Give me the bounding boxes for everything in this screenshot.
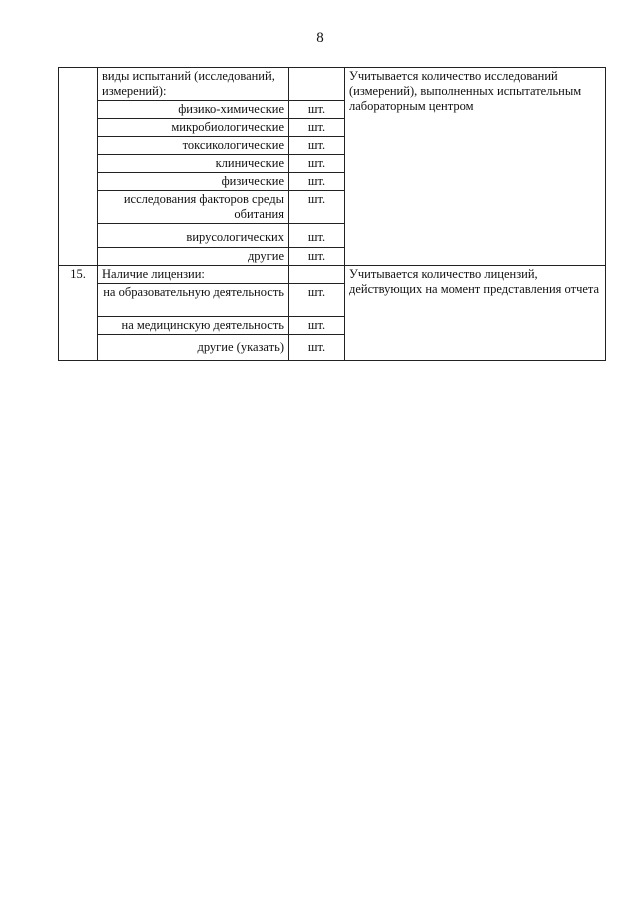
table-row bbox=[59, 68, 606, 101]
unit-cell: шт. bbox=[289, 191, 345, 224]
unit-cell: шт. bbox=[289, 317, 345, 335]
row-number-cell: 15. bbox=[59, 266, 98, 361]
unit-cell bbox=[289, 68, 345, 101]
row-label: другие (указать) bbox=[98, 335, 289, 361]
row-label: клинические bbox=[98, 155, 289, 173]
unit-cell: шт. bbox=[289, 248, 345, 266]
unit-cell: шт. bbox=[289, 284, 345, 317]
unit-cell bbox=[289, 266, 345, 284]
unit-cell: шт. bbox=[289, 173, 345, 191]
unit-cell: шт. bbox=[289, 101, 345, 119]
page-number: 8 bbox=[316, 30, 324, 46]
note-cell-licenses: Учитывается количество лицензий, действующих на момент представления отчета bbox=[345, 266, 606, 361]
row-label: токсикологические bbox=[98, 137, 289, 155]
report-table bbox=[58, 67, 606, 361]
row-label: микробиологические bbox=[98, 119, 289, 137]
section-heading-licenses: Наличие лицензии: bbox=[98, 266, 289, 284]
row-label: вирусологических bbox=[98, 224, 289, 248]
table-row bbox=[59, 266, 606, 284]
row-label: физические bbox=[98, 173, 289, 191]
unit-cell: шт. bbox=[289, 155, 345, 173]
unit-cell: шт. bbox=[289, 335, 345, 361]
row-label: физико-химические bbox=[98, 101, 289, 119]
row-label: другие bbox=[98, 248, 289, 266]
row-label: на медицинскую деятельность bbox=[98, 317, 289, 335]
unit-cell: шт. bbox=[289, 119, 345, 137]
note-cell-tests: Учитывается количество исследований (измерений), выполненных испытательным лабораторным центром bbox=[345, 68, 606, 266]
row-label: исследования факторов среды обитания bbox=[98, 191, 289, 224]
row-label: на образовательную деятельность bbox=[98, 284, 289, 317]
row-number-cell bbox=[59, 68, 98, 266]
unit-cell: шт. bbox=[289, 137, 345, 155]
section-heading-tests: виды испытаний (исследований, измерений): bbox=[98, 68, 289, 101]
unit-cell: шт. bbox=[289, 224, 345, 248]
